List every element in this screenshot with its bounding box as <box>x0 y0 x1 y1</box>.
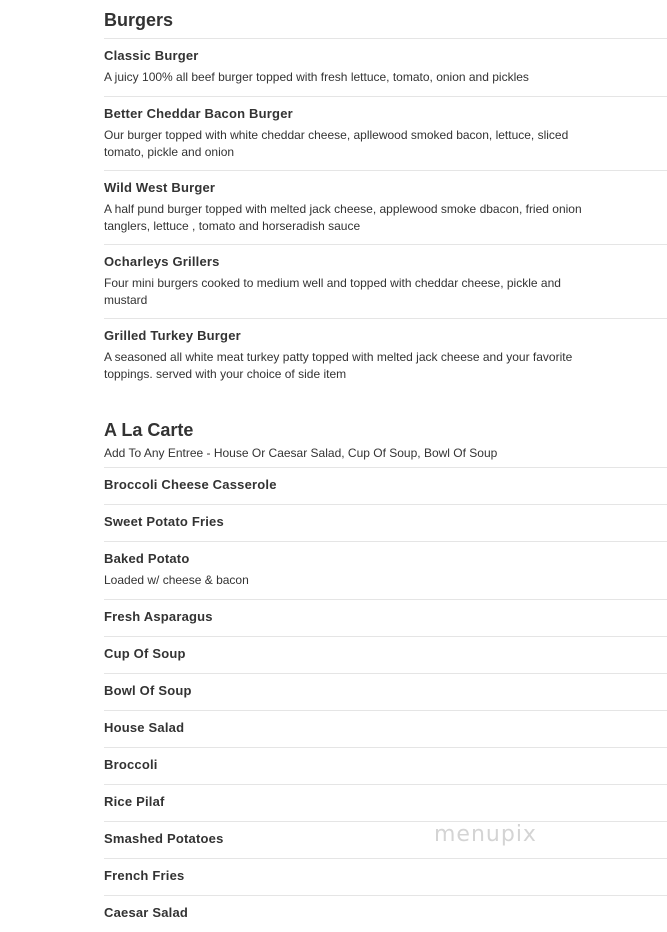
menu-item <box>104 821 667 858</box>
menu-item <box>104 599 667 636</box>
item-description: A juicy 100% all beef burger topped with fresh lettuce, tomato, onion and pickles <box>104 70 529 84</box>
item-name: Caesar Salad <box>104 905 189 920</box>
item-name: Bowl Of Soup <box>104 683 192 698</box>
item-name: Cup Of Soup <box>104 646 186 661</box>
menu-item <box>104 636 667 673</box>
item-name: Grilled Turkey Burger <box>104 328 241 343</box>
item-name: Broccoli <box>104 757 158 772</box>
section-title-burgers: Burgers <box>104 10 174 30</box>
menu-item <box>104 673 667 710</box>
menu-item <box>104 747 667 784</box>
menu-item <box>104 318 667 392</box>
menu-item <box>104 467 667 504</box>
menu-item <box>104 895 667 932</box>
menu-item <box>104 784 667 821</box>
menu-item <box>104 541 667 599</box>
menu-item <box>104 96 667 170</box>
menu-item <box>104 710 667 747</box>
menu-page <box>104 0 667 932</box>
burgers-list <box>104 38 667 392</box>
item-description: Loaded w/ cheese & bacon <box>104 573 249 587</box>
a-la-carte-list <box>104 467 667 932</box>
item-description: A seasoned all white meat turkey patty topped with melted jack cheese and your favorite toppings. served with your choice of side item <box>104 350 573 381</box>
item-name: Better Cheddar Bacon Burger <box>104 106 293 121</box>
item-description: A half pund burger topped with melted jack cheese, applewood smoke dbacon, fried onion tanglers, lettuce , tomato and horseradish sauce <box>104 202 582 233</box>
menu-item <box>104 504 667 541</box>
section-description: Add To Any Entree - House Or Caesar Salad, Cup Of Soup, Bowl Of Soup <box>104 446 498 460</box>
menu-item <box>104 170 667 244</box>
item-name: Baked Potato <box>104 551 190 566</box>
item-description: Four mini burgers cooked to medium well and topped with cheddar cheese, pickle and mustard <box>104 276 561 307</box>
item-name: Broccoli Cheese Casserole <box>104 477 277 492</box>
item-name: Wild West Burger <box>104 180 216 195</box>
item-name: Fresh Asparagus <box>104 609 213 624</box>
menu-item <box>104 858 667 895</box>
item-name: Sweet Potato Fries <box>104 514 224 529</box>
item-name: House Salad <box>104 720 185 735</box>
menu-item <box>104 244 667 318</box>
menu-item <box>104 38 667 96</box>
item-name: Ocharleys Grillers <box>104 254 220 269</box>
item-description: Our burger topped with white cheddar cheese, apllewood smoked bacon, lettuce, sliced tomato, pickle and onion <box>104 128 569 159</box>
section-title-a-la-carte: A La Carte <box>104 420 194 440</box>
item-name: Smashed Potatoes <box>104 831 224 846</box>
watermark-logo: menupix <box>434 822 537 847</box>
item-name: Classic Burger <box>104 48 199 63</box>
item-name: Rice Pilaf <box>104 794 165 809</box>
item-name: French Fries <box>104 868 185 883</box>
